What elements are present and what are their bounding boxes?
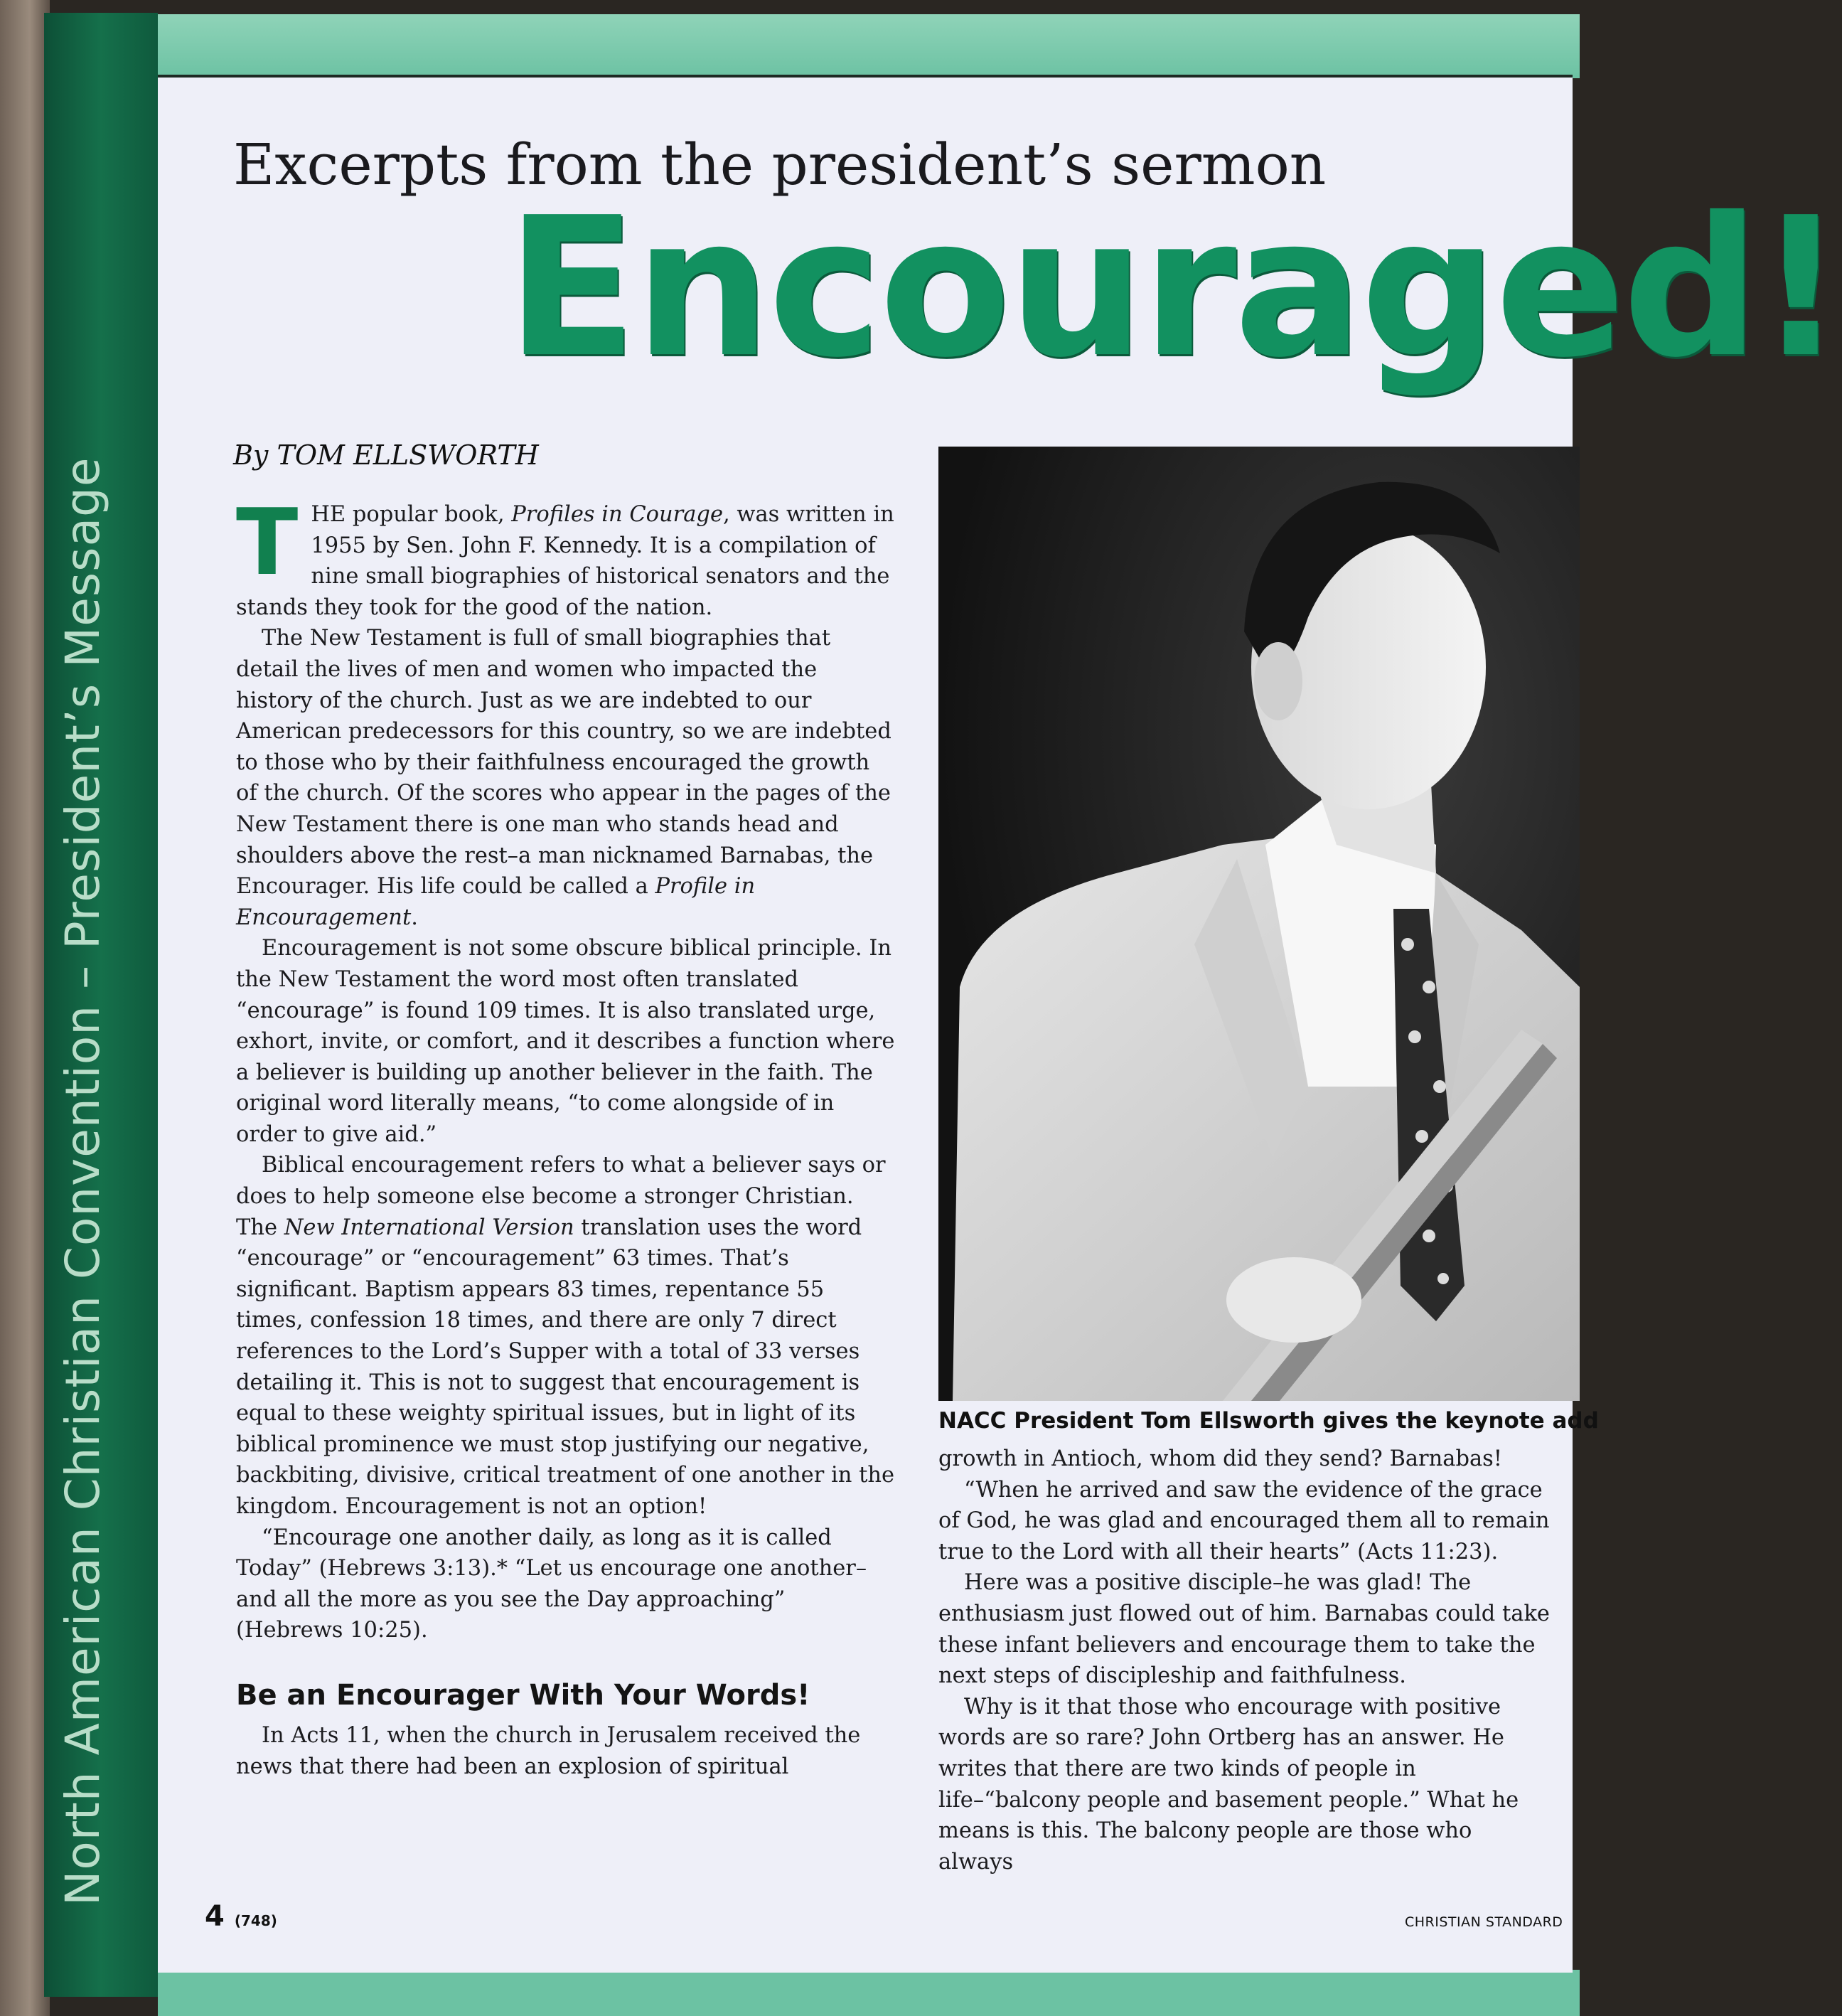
paragraph [236, 1720, 897, 1782]
headline: Encouraged! [506, 176, 1842, 400]
photo-caption: NACC President Tom Ellsworth gives the keynote add [938, 1408, 1599, 1434]
text-run: , was written in 1955 by Sen. John F. Kennedy. It is a compilation of nine small biographies of historical senators and the stands they took for the good of the nation. [236, 502, 894, 620]
byline: By TOM ELLSWORTH [233, 439, 539, 471]
text-run: HE popular book, [311, 502, 512, 527]
italic-title: Profiles in Courage [511, 502, 723, 527]
kicker-title: Excerpts from the president’s sermon [233, 132, 1327, 198]
publication-name: CHRISTIAN STANDARD [1405, 1914, 1563, 1930]
text-run: Biblical encouragement refers to what a believer says or does to help someone else become a stronger Christian. The [236, 1153, 886, 1240]
article-column-left [236, 490, 897, 1782]
paragraph [938, 1444, 1550, 1475]
paragraph [236, 490, 897, 623]
top-mint-band [158, 14, 1580, 78]
italic-title: New International Version [284, 1215, 574, 1240]
text-run: In Acts 11, when the church in Jerusalem received the news that there had been an explosion of spiritual [236, 1722, 861, 1779]
page-folio [205, 1900, 277, 1933]
text-run: translation uses the word “encourage” or “encouragement” 63 times. That’s significant. Baptism appears 83 times, repentance 55 times, confession 18 times, and there are only 7 direct references to the Lord’s Supper with a total of 33 verses detailing it. This is not to suggest that encouragement is equal to these weighty spiritual issues, but in light of its biblical prominence we must stop justifying our negative, backbiting, divisive, critical treatment of one another in the kingdom. Encouragement is not an option! [236, 1215, 895, 1519]
page-number-alt: (748) [234, 1912, 277, 1929]
text-run: Here was a positive disciple–he was glad! The enthusiasm just flowed out of him. Barnabas could take these infant believers and encourage them to take the next steps of discipleship and faithfulness. [938, 1570, 1550, 1689]
section-subhead: Be an Encourager With Your Words! [236, 1678, 810, 1712]
text-run: growth in Antioch, whom did they send? Barnabas! [938, 1446, 1503, 1471]
drop-cap: T [236, 490, 299, 596]
page-number: 4 [205, 1900, 225, 1933]
paragraph [236, 1150, 897, 1522]
italic-title: Profile in Encouragement [236, 874, 756, 930]
text-run: “Encourage one another daily, as long as it is called Today” (Hebrews 3:13).* “Let us encourage one another–and all the more as you see the Day approaching” (Hebrews 10:25). [236, 1525, 867, 1643]
text-run: Encouragement is not some obscure biblical principle. In the New Testament the word most often translated “encourage” is found 109 times. It is also translated urge, exhort, invite, or comfort, and it describes a function where a believer is building up another believer in the faith. The original word literally means, “to come alongside of in order to give aid.” [236, 936, 895, 1147]
speaker-photo-illustration [938, 447, 1580, 1401]
sidebar-section-label: North American Christian Convention – President’s Message [55, 457, 110, 1906]
speaker-photo [938, 447, 1580, 1401]
paragraph [938, 1475, 1550, 1568]
paragraph [236, 933, 897, 1150]
article-column-right [938, 1444, 1550, 1877]
text-run: . [411, 905, 418, 930]
text-run: The New Testament is full of small biographies that detail the lives of men and women who impacted the history of the church. Just as we are indebted to our American predecessors for this country, so we are indebted to those who by their faithfulness encouraged the growth of the church. Of the scores who appear in the pages of the New Testament there is one man who stands head and shoulders above the rest–a man nicknamed Barnabas, the Encourager. His life could be called a [236, 626, 891, 900]
bottom-mint-band [158, 1970, 1580, 2016]
text-run: “When he arrived and saw the evidence of the grace of God, he was glad and encouraged them all to remain true to the Lord with all their hearts” (Acts 11:23). [938, 1477, 1550, 1564]
page-edge [0, 0, 50, 2016]
paragraph [236, 623, 897, 933]
text-run: Why is it that those who encourage with positive words are so rare? John Ortberg has an answer. He writes that there are two kinds of people in life–“balcony people and basement people.” What he means is this. The balcony people are those who always [938, 1694, 1519, 1874]
paragraph [938, 1567, 1550, 1691]
paragraph [236, 1522, 897, 1646]
paragraph [938, 1692, 1550, 1878]
